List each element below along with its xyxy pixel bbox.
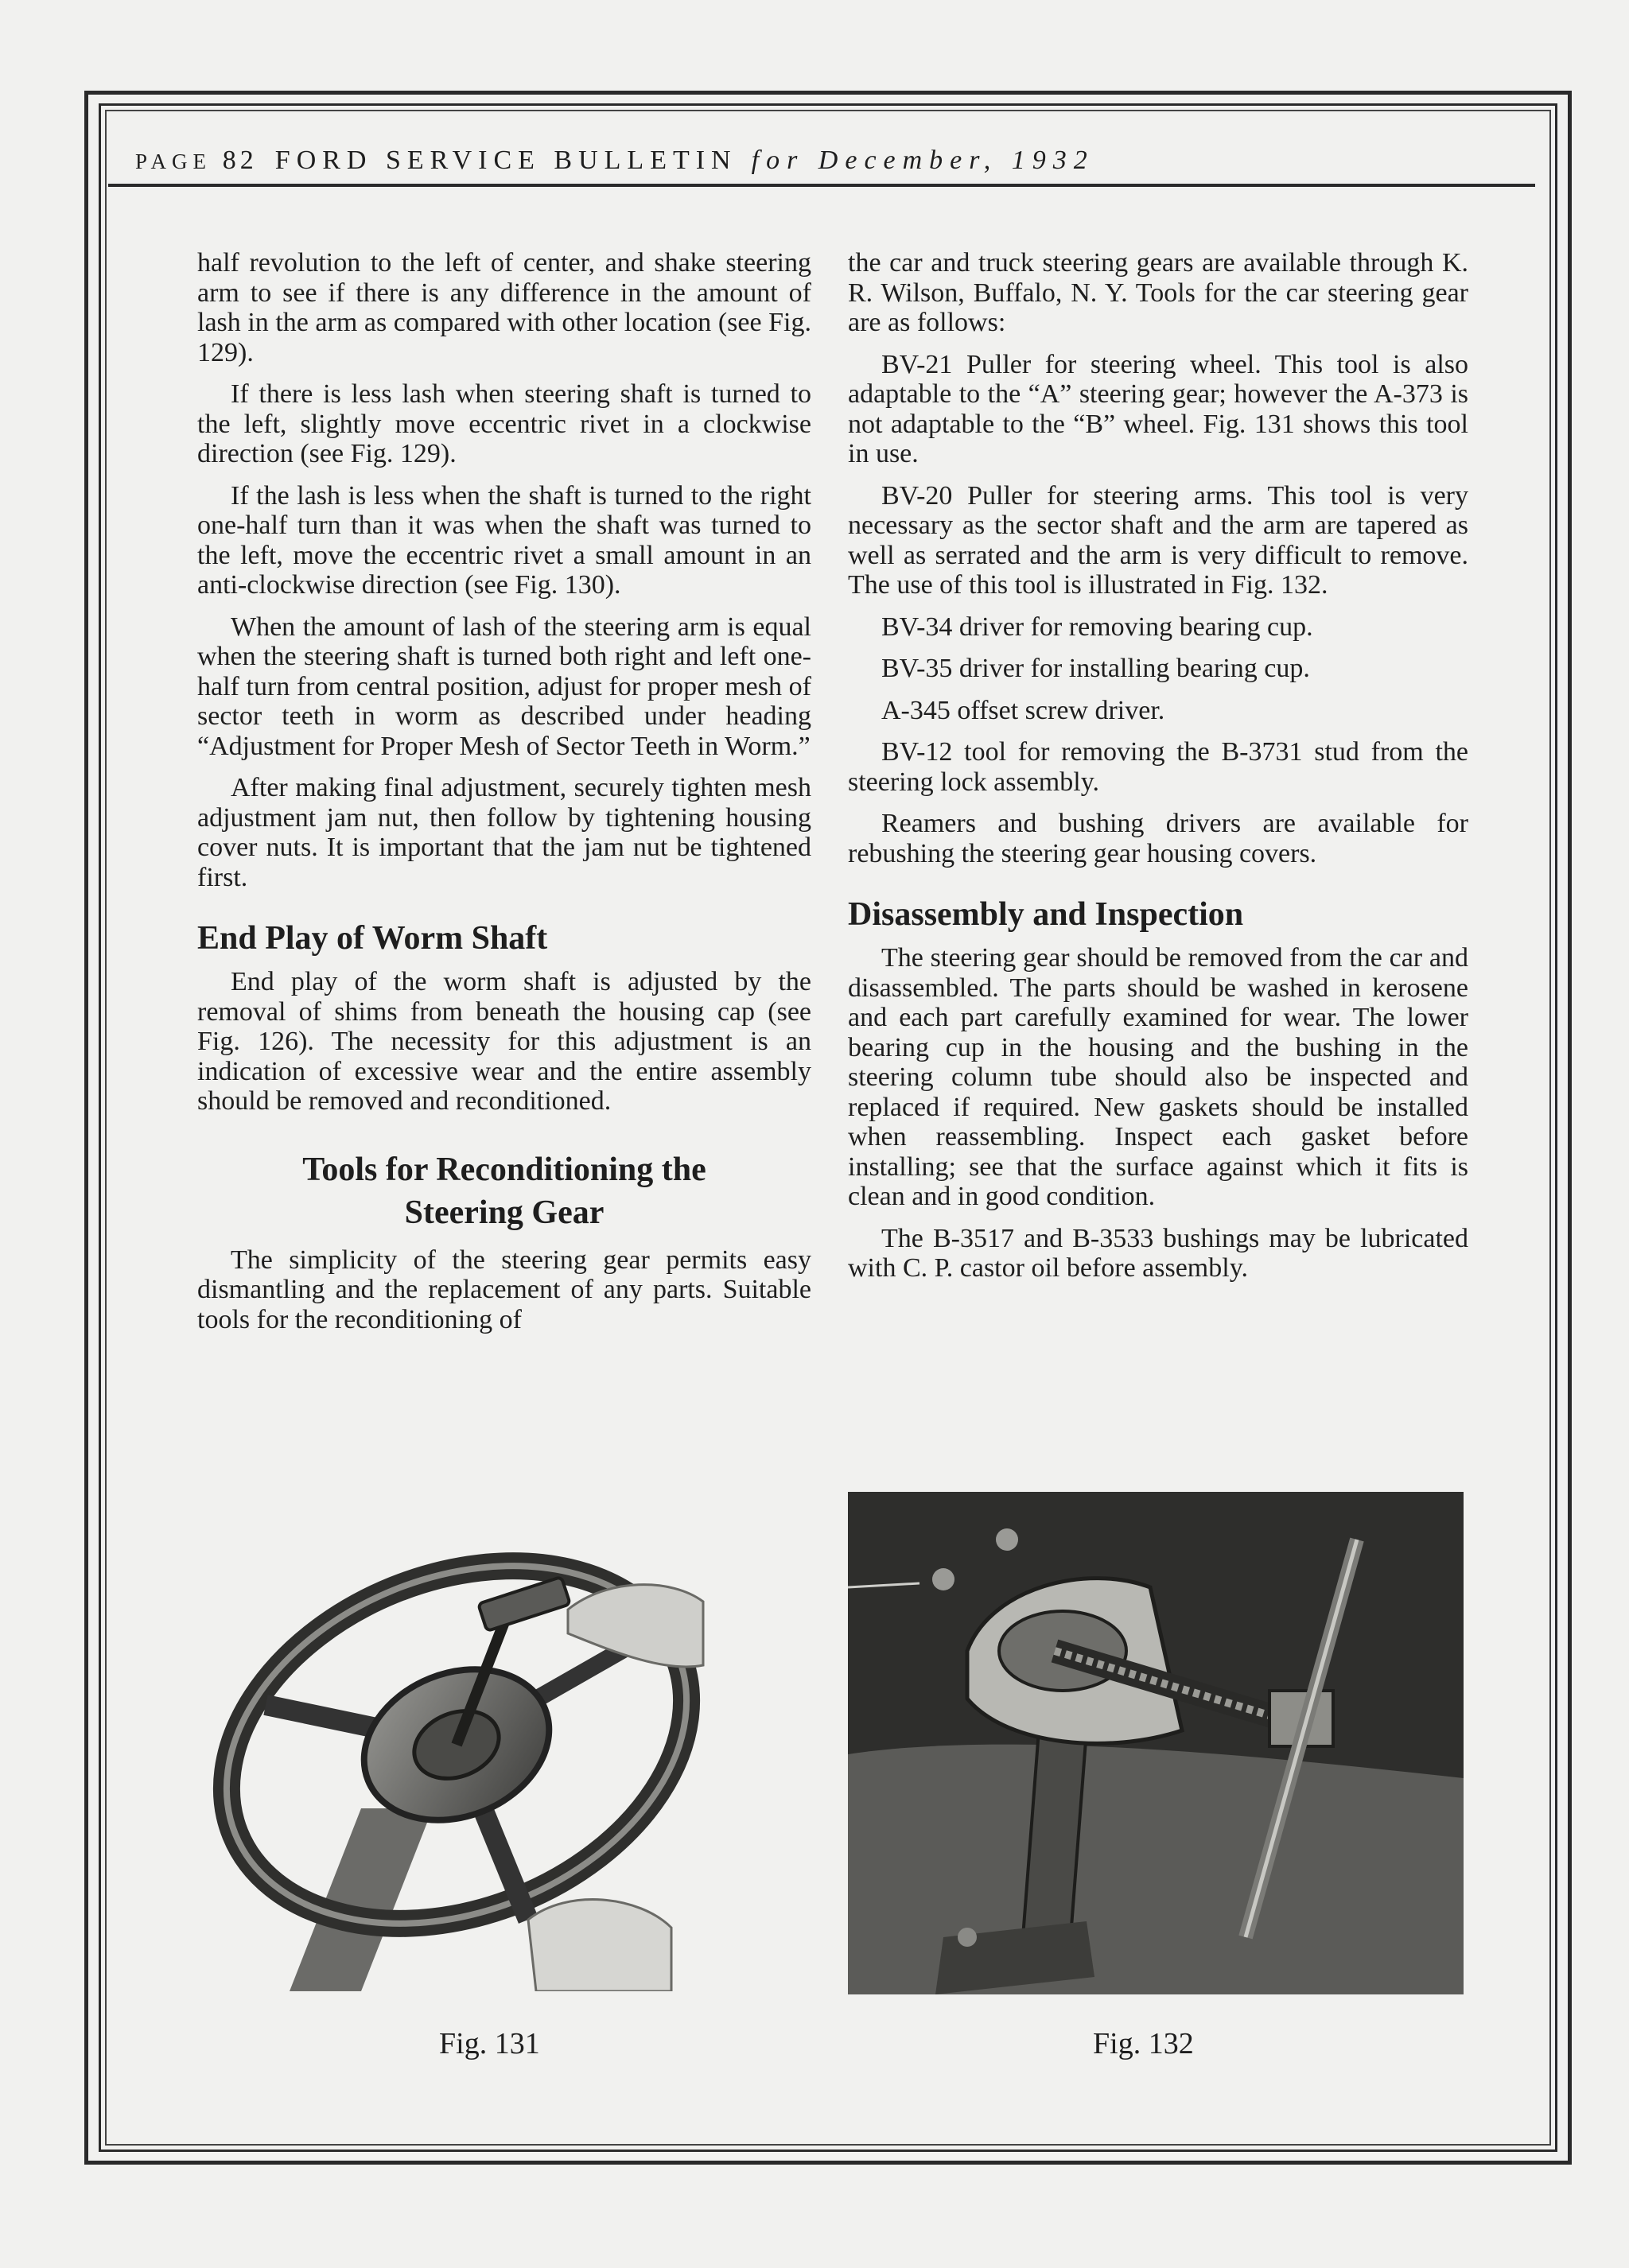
header-rule bbox=[108, 184, 1535, 187]
heading-line: Tools for Reconditioning the bbox=[302, 1151, 706, 1188]
paragraph: After making final adjustment, securely tighten mesh adjustment jam nut, then follow by tightening housing cover nuts. It is important that the jam nut be tightened first. bbox=[197, 773, 811, 892]
paragraph: When the amount of lash of the steering arm is equal when the steering shaft is turned both right and left one-half turn from central position, adjust for proper mesh of sector teeth in worm as described under heading “Adjustment for Proper Mesh of Sector Teeth in Worm.” bbox=[197, 612, 811, 761]
figure-131-caption: Fig. 131 bbox=[439, 2027, 540, 2060]
paragraph: The B-3517 and B-3533 bushings may be lubricated with C. P. castor oil before assembly. bbox=[848, 1223, 1468, 1283]
left-column bbox=[197, 248, 811, 1346]
paragraph: BV-34 driver for removing bearing cup. bbox=[881, 612, 1313, 642]
paragraph: BV-35 driver for installing bearing cup. bbox=[881, 654, 1310, 683]
header-publication: FORD SERVICE BULLETIN bbox=[274, 146, 737, 175]
header-page-number: 82 bbox=[222, 146, 258, 175]
header-date: for December, 1932 bbox=[751, 146, 1094, 175]
paragraph: If the lash is less when the shaft is turned to the right one-half turn than it was when the shaft was turned to the left, move the eccentric rivet a small amount in an anti-clockwise direction (see Fig. 130). bbox=[197, 480, 811, 600]
paragraph: BV-12 tool for removing the B-3731 stud from the steering lock assembly. bbox=[848, 737, 1468, 797]
paragraph: A-345 offset screw driver. bbox=[881, 695, 1165, 725]
paragraph: If there is less lash when steering shaft is turned to the left, slightly move eccentric rivet in a clockwise direction (see Fig. 129). bbox=[197, 379, 811, 468]
arm-puller-illustration bbox=[848, 1492, 1464, 1994]
figure-132-photo bbox=[848, 1492, 1464, 1994]
section-heading-tools bbox=[197, 1148, 811, 1234]
paragraph: The steering gear should be removed from the car and disassembled. The parts should be washed in kerosene and each part carefully examined for wear. The lower bearing cup in the housing and the bushing in the steering column tube should also be inspected and replaced if required. New gaskets should be installed when reassembling. Inspect each gasket before installing; see that the surface against which it fits is clean and in good condition. bbox=[848, 943, 1468, 1211]
background-surface bbox=[848, 1745, 1464, 1994]
heading-line: Steering Gear bbox=[404, 1194, 605, 1231]
header-page bbox=[135, 146, 258, 176]
header-page-label: PAGE bbox=[135, 150, 212, 173]
running-header bbox=[135, 137, 1535, 184]
paragraph: half revolution to the left of center, and shake steering arm to see if there is any difference in the amount of lash in the arm as compared with other location (see Fig. 129). bbox=[197, 248, 811, 367]
figure-131-photo bbox=[194, 1546, 814, 1991]
hand-bottom bbox=[528, 1900, 671, 1991]
paragraph: BV-21 Puller for steering wheel. This tool is also adaptable to the “A” steering gear; however the A-373 is not adaptable to the “B” wheel. Fig. 131 shows this tool in use. bbox=[848, 349, 1468, 468]
right-column bbox=[848, 248, 1468, 1295]
steering-wheel-illustration bbox=[194, 1546, 814, 1991]
paragraph: BV-20 Puller for steering arms. This tool is very necessary as the sector shaft and the arm are tapered as well as serrated and the arm is very difficult to remove. The use of this tool is illustrated in Fig. 132. bbox=[848, 480, 1468, 600]
hand-top bbox=[568, 1585, 703, 1667]
paragraph: End play of the worm shaft is adjusted by the removal of shims from beneath the housing cap (see Fig. 126). The necessity for this adjustment is an indication of excessive wear and the entire assembly should be removed and reconditioned. bbox=[197, 967, 811, 1116]
section-heading-disassembly: Disassembly and Inspection bbox=[848, 896, 1244, 933]
figure-132-caption: Fig. 132 bbox=[1093, 2027, 1194, 2060]
paragraph: the car and truck steering gears are available through K. R. Wilson, Buffalo, N. Y. Tools for the car steering gear are as follows: bbox=[848, 248, 1468, 337]
paragraph: The simplicity of the steering gear permits easy dismantling and the replacement of any parts. Suitable tools for the reconditioning of bbox=[197, 1245, 811, 1334]
section-heading-end-play: End Play of Worm Shaft bbox=[197, 920, 548, 957]
paragraph: Reamers and bushing drivers are available for rebushing the steering gear housing covers. bbox=[848, 809, 1468, 868]
